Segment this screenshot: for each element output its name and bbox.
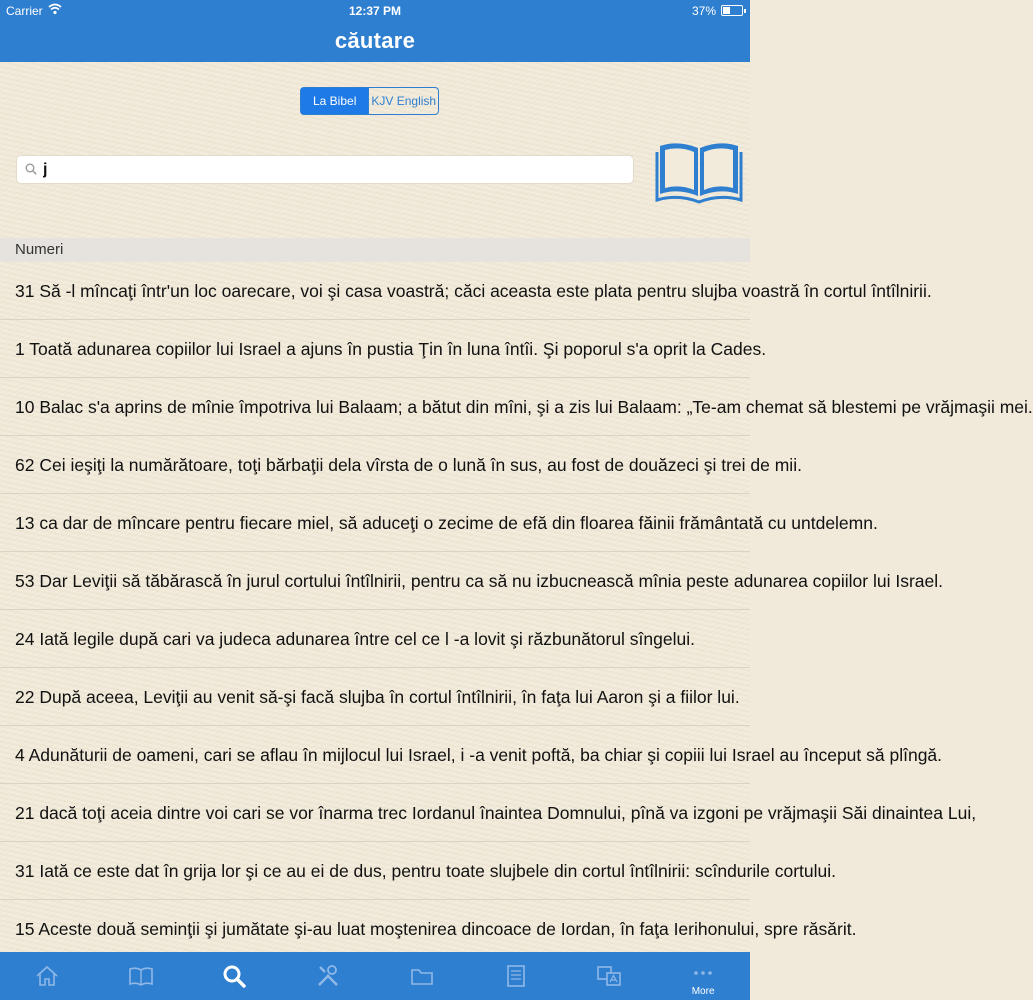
segment-kjv-english[interactable]: KJV English bbox=[368, 88, 438, 114]
result-row[interactable]: 13 ca dar de mîncare pentru fiecare miel, să aduceţi o zecime de efă din floarea făinii frământată cu untdelemn. bbox=[0, 494, 750, 552]
carrier-label: Carrier bbox=[6, 4, 43, 18]
result-row[interactable]: 53 Dar Leviţii să tăbărască în jurul cortului întîlnirii, pentru ca să nu izbucnească mînia peste adunarea copiilor lui Israel. bbox=[0, 552, 750, 610]
search-icon bbox=[25, 163, 37, 175]
more-label: More bbox=[691, 986, 715, 997]
search-field[interactable] bbox=[16, 155, 634, 184]
tab-tools[interactable] bbox=[281, 952, 375, 1000]
home-icon bbox=[34, 963, 60, 989]
tools-icon bbox=[315, 963, 341, 989]
results-list bbox=[0, 262, 1033, 958]
page-title: căutare bbox=[334, 28, 416, 53]
status-bar bbox=[0, 0, 750, 22]
result-row[interactable]: 31 Iată ce este dat în grija lor şi ce au ei de dus, pentru toate slujbele din cortul întîlnirii: scîndurile cortului. bbox=[0, 842, 750, 900]
result-row[interactable]: 10 Balac s'a aprins de mînie împotriva lui Balaam; a bătut din mîni, şi a zis lui Balaam: „Te-am chemat să blestemi pe vrăjmaşii mei. bbox=[0, 378, 750, 436]
section-header: Numeri bbox=[0, 238, 750, 262]
clock: 12:37 PM bbox=[348, 4, 402, 18]
tab-bar bbox=[0, 952, 750, 1000]
result-row[interactable]: 24 Iată legile după cari va judeca adunarea între cel ce l -a lovit şi răzbunătorul sîngelui. bbox=[0, 610, 750, 668]
tab-home[interactable] bbox=[0, 952, 94, 1000]
tab-notes[interactable] bbox=[469, 952, 563, 1000]
tab-translate[interactable] bbox=[563, 952, 657, 1000]
result-row[interactable]: 15 Aceste două seminţii şi jumătate şi-au luat moştenirea dincoace de Iordan, în faţa Ierihonului, spre răsărit. bbox=[0, 900, 750, 958]
result-row[interactable]: 31 Să -l mîncaţi într'un loc oarecare, voi şi casa voastră; căci aceasta este plata pentru slujba voastră în cortul întîlnirii. bbox=[0, 262, 750, 320]
result-row[interactable]: 22 După aceea, Leviţii au venit să-şi facă slujba în cortul întîlnirii, în faţa lui Aaron şi a fiilor lui. bbox=[0, 668, 750, 726]
tab-bible[interactable] bbox=[94, 952, 188, 1000]
segment-la-bibel[interactable]: La Bibel bbox=[301, 88, 368, 114]
result-row[interactable]: 62 Cei ieşiţi la numărătoare, toţi bărbaţii dela vîrsta de o lună în sus, au fost de douăzeci şi trei de mii. bbox=[0, 436, 750, 494]
battery-fill bbox=[723, 7, 730, 14]
open-book-icon[interactable] bbox=[656, 138, 742, 204]
battery-icon bbox=[721, 5, 743, 16]
result-row[interactable]: 4 Adunăturii de oameni, cari se aflau în mijlocul lui Israel, i -a venit poftă, ba chiar şi copiii lui Israel au început să plîngă. bbox=[0, 726, 750, 784]
tab-search[interactable] bbox=[188, 952, 282, 1000]
top-bar bbox=[0, 0, 750, 62]
result-row[interactable]: 1 Toată adunarea copiilor lui Israel a ajuns în pustia Ţin în luna întîi. Şi poporul s'a oprit la Cades. bbox=[0, 320, 750, 378]
result-row[interactable]: 21 dacă toţi aceia dintre voi cari se vor înarma trec Iordanul înaintea Domnului, pînă va izgoni pe vrăjmaşii Săi dinaintea Lui, bbox=[0, 784, 750, 842]
search-tab-icon bbox=[221, 963, 247, 989]
tab-more[interactable] bbox=[656, 952, 750, 1000]
tab-folder[interactable] bbox=[375, 952, 469, 1000]
translate-icon bbox=[596, 963, 622, 989]
search-input[interactable] bbox=[43, 159, 623, 181]
notes-icon bbox=[503, 963, 529, 989]
folder-icon bbox=[409, 963, 435, 989]
book-tab-icon bbox=[128, 963, 154, 989]
battery-percent: 37% bbox=[691, 4, 716, 18]
translation-segmented-control bbox=[300, 87, 439, 115]
